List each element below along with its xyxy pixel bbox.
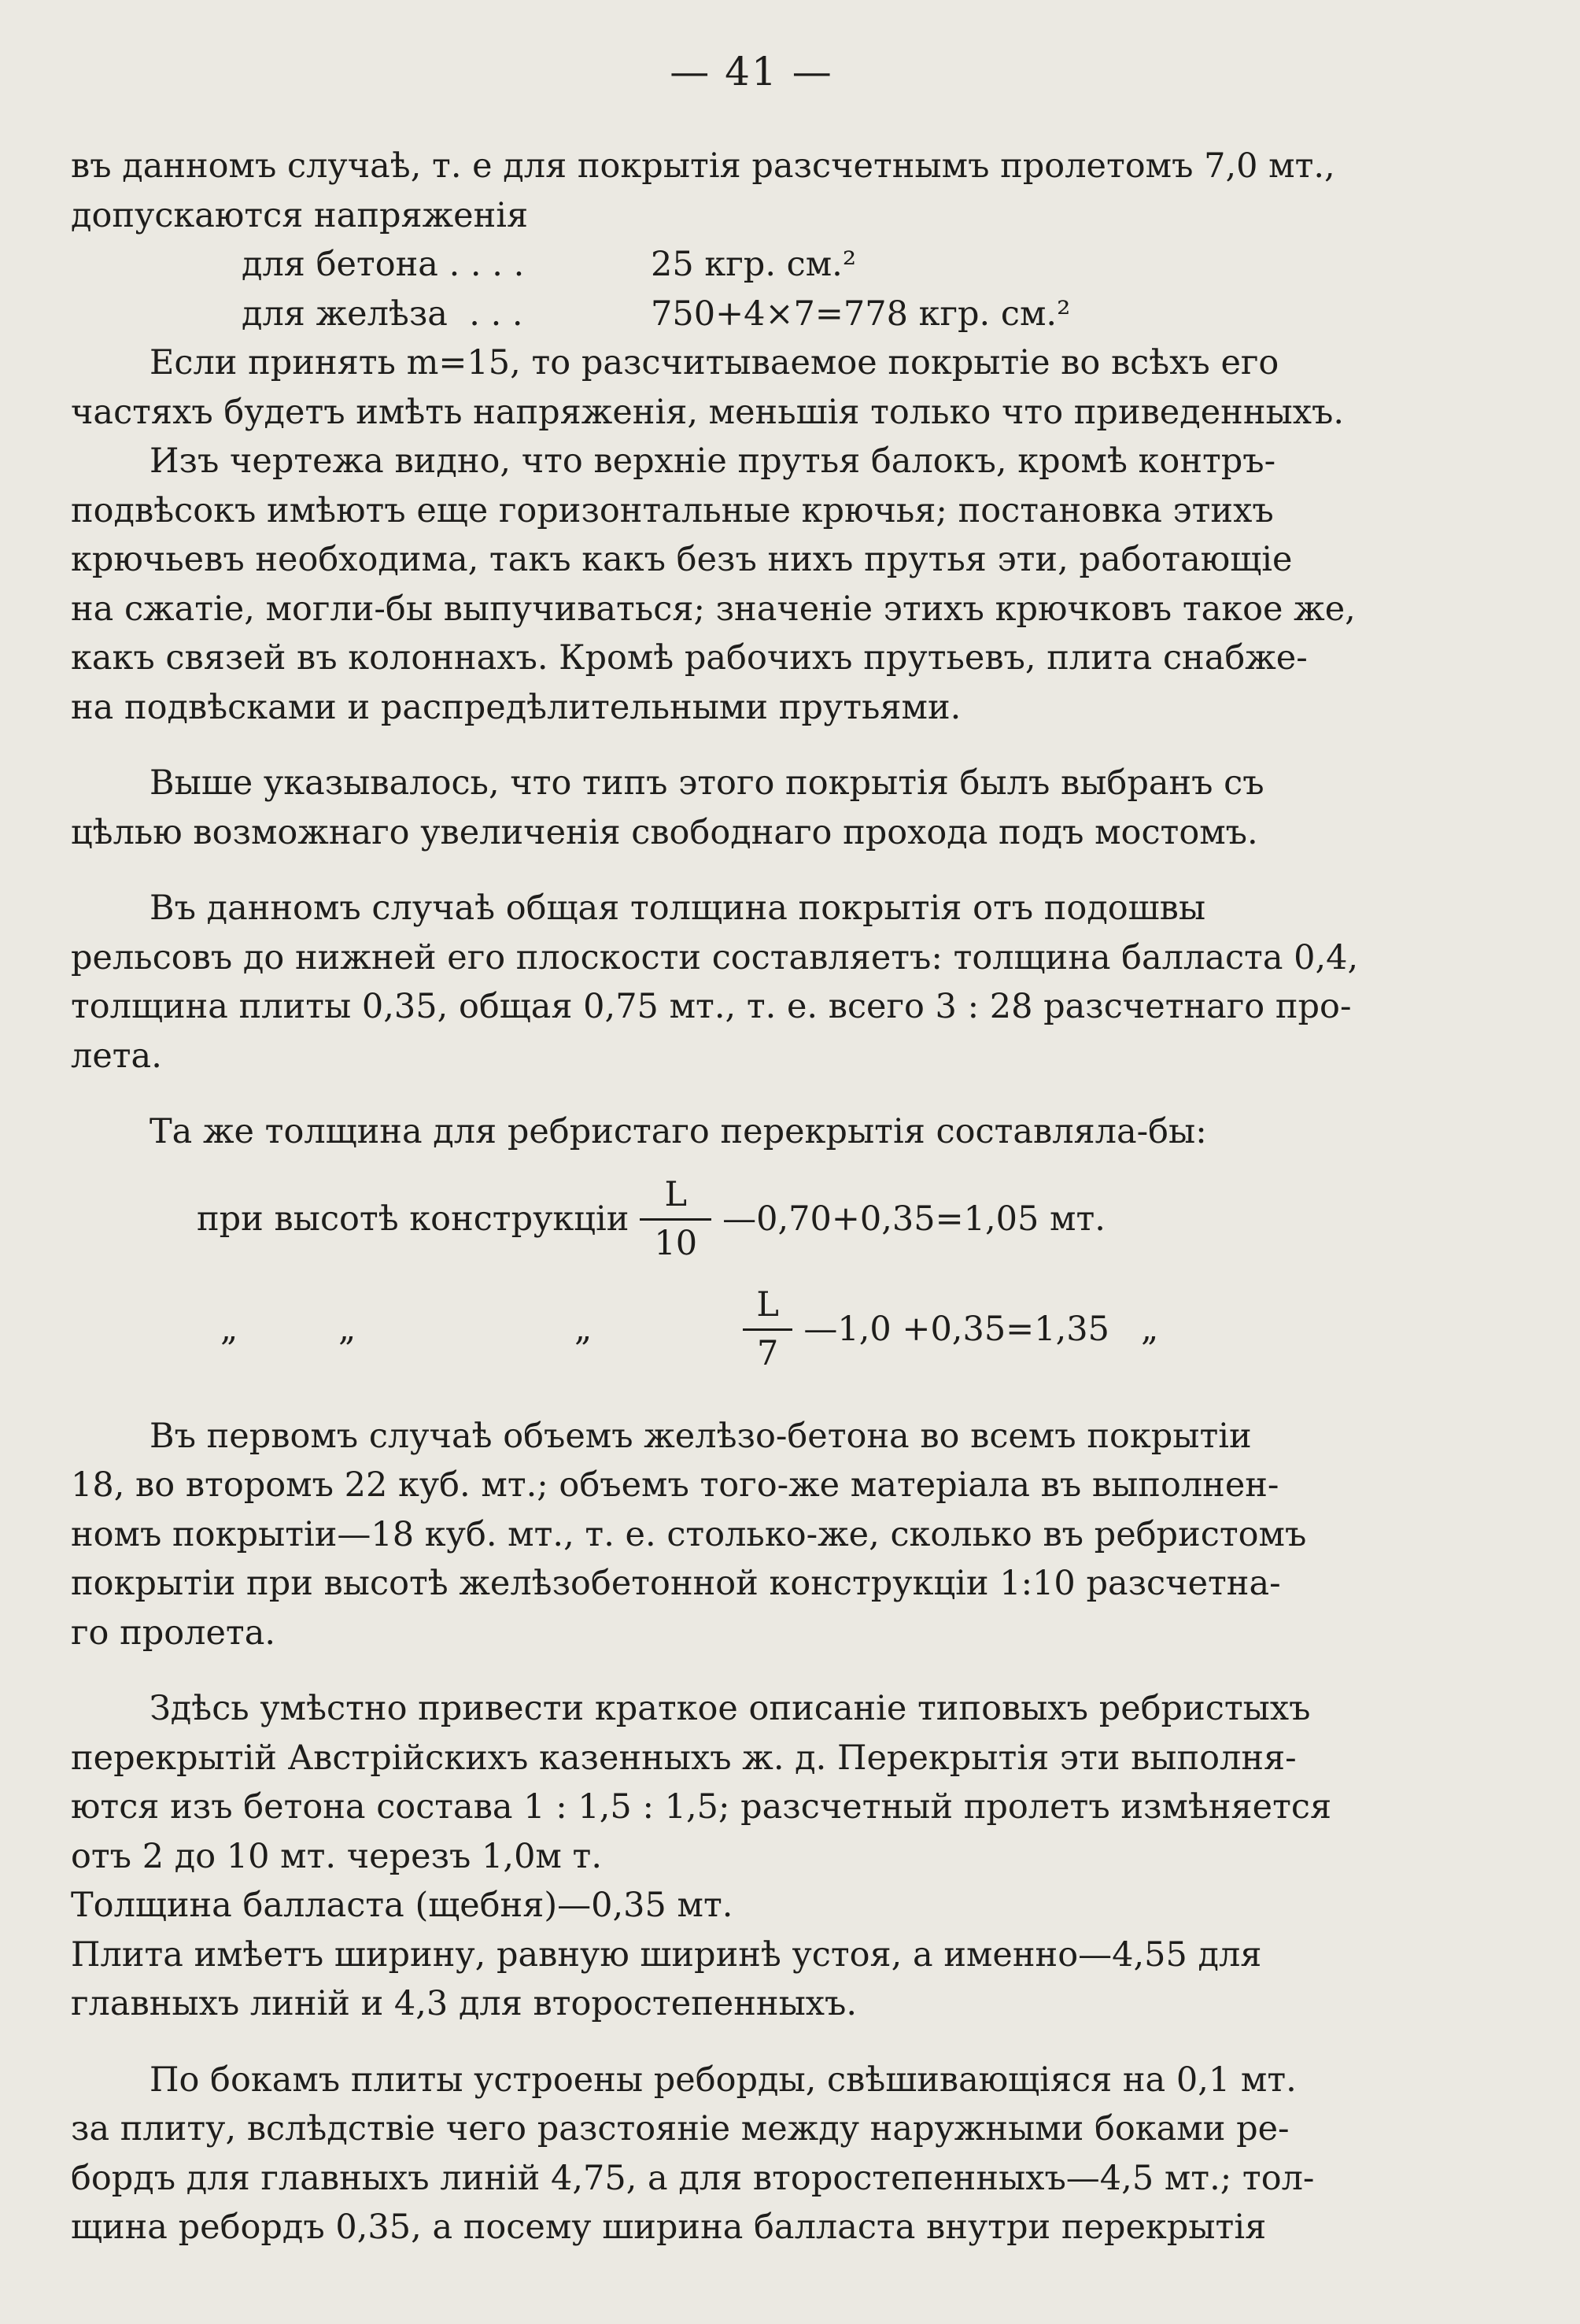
paragraph-1: въ данномъ случаѣ, т. е для покрытія разсчетнымъ пролетомъ 7,0 мт., допускаются напряженія <box>71 146 1335 235</box>
fraction-2: $\frac{L}{7}$ <box>743 1288 792 1371</box>
paragraph-9: Толщина балласта (щебня)—0,35 мт. <box>71 1886 733 1925</box>
paragraph-3: Изъ чертежа видно, что верхніе прутья балокъ, кромѣ контръ- подвѣсокъ имѣютъ еще горизонтальные крючья; постановка этихъ крючьевъ необходима, такъ какъ безъ нихъ прутья эти, работающіе на сжатіе, могли-бы выпучиваться; значеніе этихъ крючковъ такое же, какъ связей въ колоннахъ. Кромѣ рабочихъ прутьевъ, плита снабже- на подвѣсками и распредѣлительными прутьями. <box>71 442 1356 727</box>
paragraph-7: Въ первомъ случаѣ объемъ желѣзо-бетона во всемъ покрытіи 18, во второмъ 22 куб. мт.; объемъ того-же матеріала въ выполнен- номъ покрытіи—18 куб. мт., т. е. столько-же, сколько въ ребристомъ покрытіи при высотѣ желѣзобетонной конструкціи 1:10 разсчетна- го пролета. <box>71 1416 1307 1653</box>
paragraph-5: Въ данномъ случаѣ общая толщина покрытія отъ подошвы рельсовъ до нижней его плоскости составляетъ: толщина балласта 0,4, толщина плиты 0,35, общая 0,75 мт., т. е. всего 3 : 28 разсчетнаго про- лета. <box>71 889 1359 1076</box>
paragraph-6: Та же толщина для ребристаго перекрытія составляла-бы: <box>150 1112 1207 1151</box>
paragraph-4: Выше указывалось, что типъ этого покрытія былъ выбранъ съ цѣлью возможнаго увеличенія свободнаго прохода подъ мостомъ. <box>71 763 1264 852</box>
stress-row-iron: для желѣза . . . 750+4×7=778 кгр. см.² <box>242 294 1071 334</box>
body-text <box>71 142 1448 2252</box>
stress-list <box>71 240 1448 338</box>
paragraph-10: Плита имѣетъ ширину, равную ширинѣ устоя, а именно—4,55 для главныхъ линій и 4,3 для второстепенныхъ. <box>71 1934 1262 2023</box>
formula-2: „ „ „ $\frac{L}{7}$ —1,0 +0,35=1,35 „ <box>220 1285 1159 1373</box>
stress-row-concrete: для бетона . . . . 25 кгр. см.² <box>242 245 857 284</box>
paragraph-11: По бокамъ плиты устроены реборды, свѣшивающіяся на 0,1 мт. за плиту, вслѣдствіе чего разстояніе между наружными боками ре- бордъ для главныхъ линій 4,75, а для второстепенныхъ—4,5 мт.; тол- щина ребордъ 0,35, а посему ширина балласта внутри перекрытія <box>71 2060 1315 2247</box>
paragraph-8: Здѣсь умѣстно привести краткое описаніе типовыхъ ребристыхъ перекрытій Австрійскихъ казенныхъ ж. д. Перекрытія эти выполня- ются изъ бетона состава 1 : 1,5 : 1,5; разсчетный пролетъ измѣняется отъ 2 до 10 мт. черезъ 1,0м т. <box>71 1689 1332 1876</box>
page-number: — 41 — <box>670 49 833 94</box>
paragraph-2: Если принять m=15, то разсчитываемое покрытіе во всѣхъ его частяхъ будетъ имѣть напряженія, меньшія только что приведенныхъ. <box>71 343 1345 432</box>
formula-1: при высотѣ конструкціи $\frac{L}{10}$ —0,70+0,35=1,05 мт. <box>197 1175 1106 1263</box>
fraction-1: $\frac{L}{10}$ <box>640 1178 711 1261</box>
